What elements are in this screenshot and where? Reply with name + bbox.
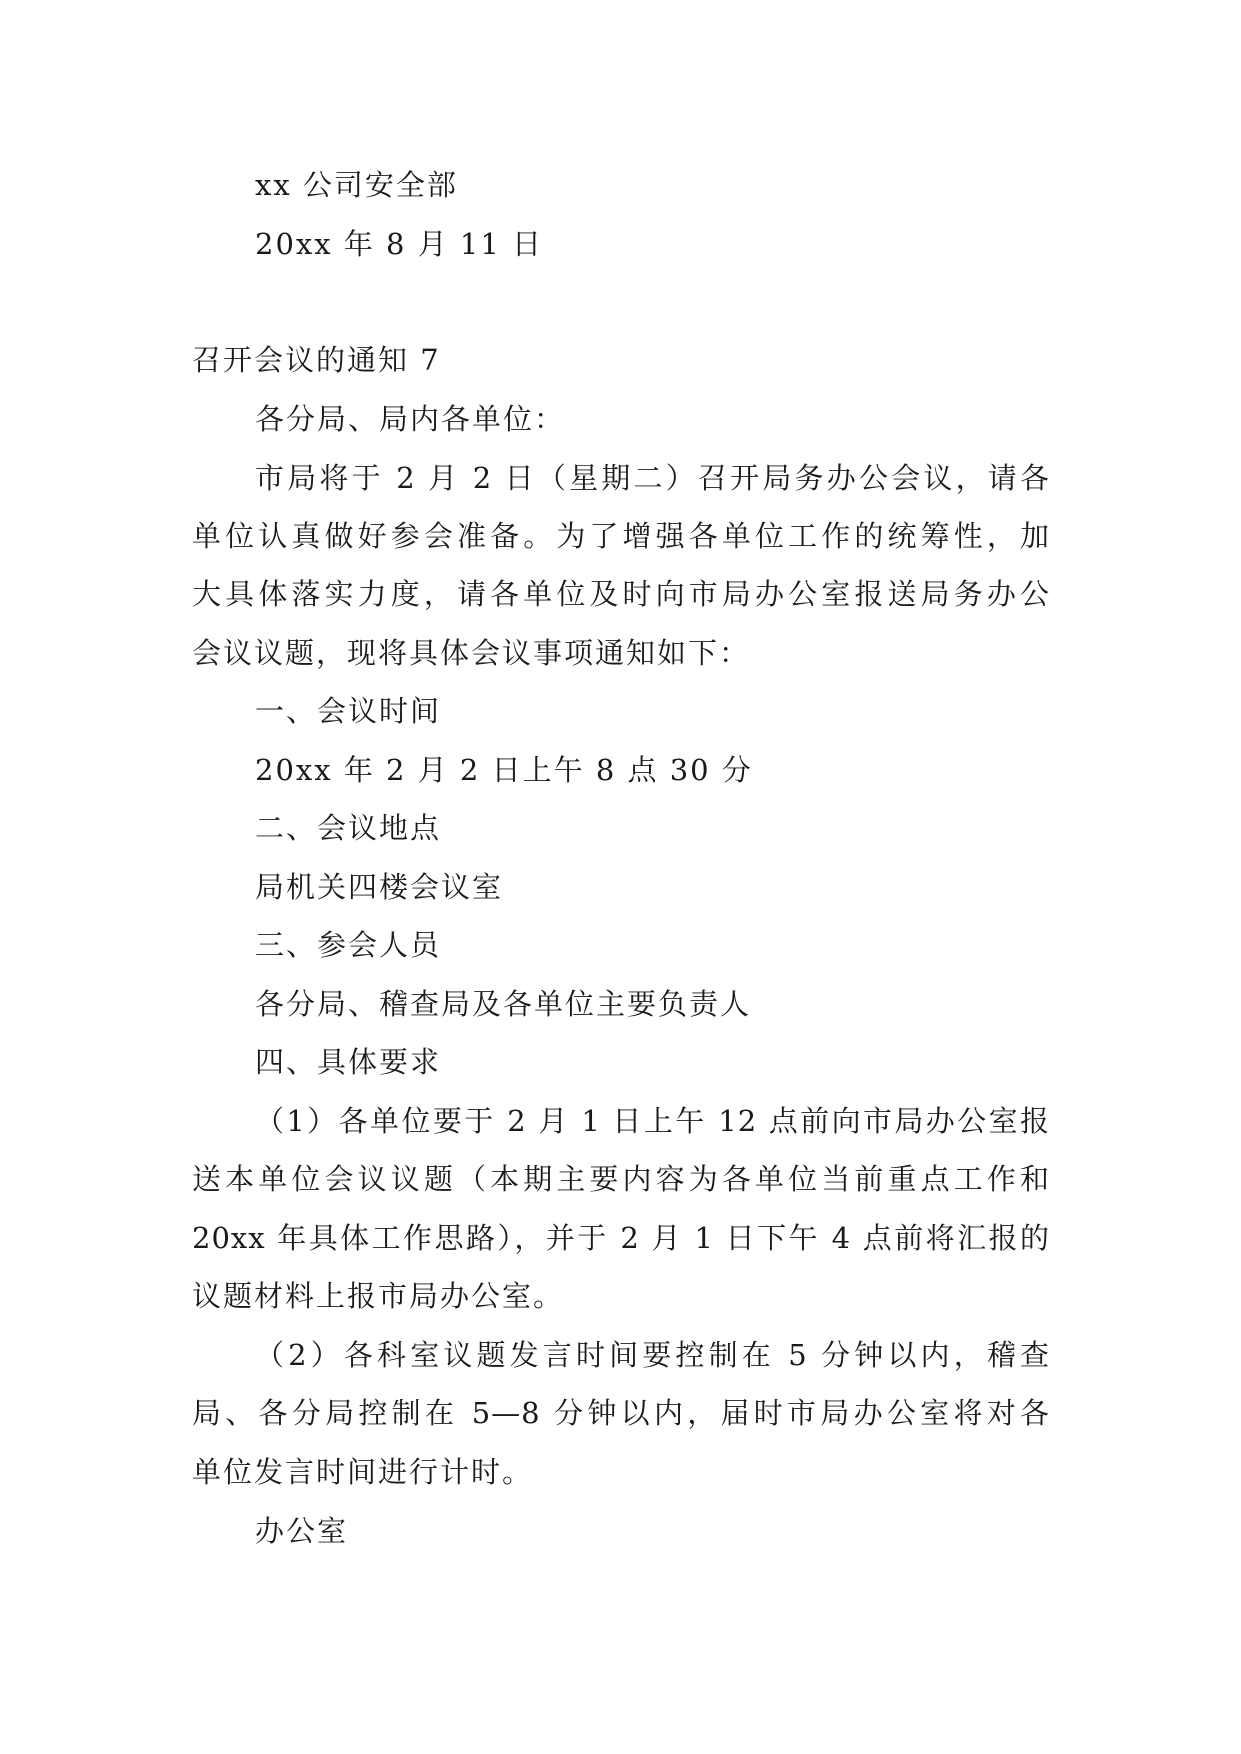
requirement-2-line-1: （2）各科室议题发言时间要控制在 5 分钟以内，稽查 — [255, 1338, 1050, 1372]
requirement-2-line-2: 局、各分局控制在 5—8 分钟以内，届时市局办公室将对各 — [192, 1396, 1050, 1430]
intro-line-4: 会议议题，现将具体会议事项通知如下： — [192, 636, 751, 670]
notice-salutation: 各分局、局内各单位： — [255, 402, 566, 436]
signature-date: 20xx 年 8 月 11 日 — [255, 227, 544, 261]
signoff-office: 办公室 — [255, 1514, 349, 1548]
signature-org: xx 公司安全部 — [255, 168, 458, 202]
section-time-heading: 一、会议时间 — [255, 694, 442, 728]
notice-title: 召开会议的通知 7 — [192, 343, 441, 377]
section-time-body: 20xx 年 2 月 2 日上午 8 点 30 分 — [255, 753, 753, 787]
intro-line-2: 单位认真做好参会准备。为了增强各单位工作的统筹性，加 — [192, 519, 1050, 553]
section-attendees-body: 各分局、稽查局及各单位主要负责人 — [255, 987, 752, 1021]
requirement-2-line-3: 单位发言时间进行计时。 — [192, 1455, 534, 1489]
section-location-heading: 二、会议地点 — [255, 811, 442, 845]
section-location-body: 局机关四楼会议室 — [255, 870, 504, 904]
requirement-1-line-4: 议题材料上报市局办公室。 — [192, 1279, 565, 1313]
requirement-1-line-2: 送本单位会议议题（本期主要内容为各单位当前重点工作和 — [192, 1162, 1050, 1196]
requirement-1-line-1: （1）各单位要于 2 月 1 日上午 12 点前向市局办公室报 — [255, 1104, 1050, 1138]
requirement-1-line-3: 20xx 年具体工作思路），并于 2 月 1 日下午 4 点前将汇报的 — [192, 1221, 1050, 1255]
intro-line-3: 大具体落实力度，请各单位及时向市局办公室报送局务办公 — [192, 577, 1050, 611]
intro-line-1: 市局将于 2 月 2 日（星期二）召开局务办公会议，请各 — [255, 461, 1050, 495]
section-attendees-heading: 三、参会人员 — [255, 928, 442, 962]
section-requirements-heading: 四、具体要求 — [255, 1045, 442, 1079]
